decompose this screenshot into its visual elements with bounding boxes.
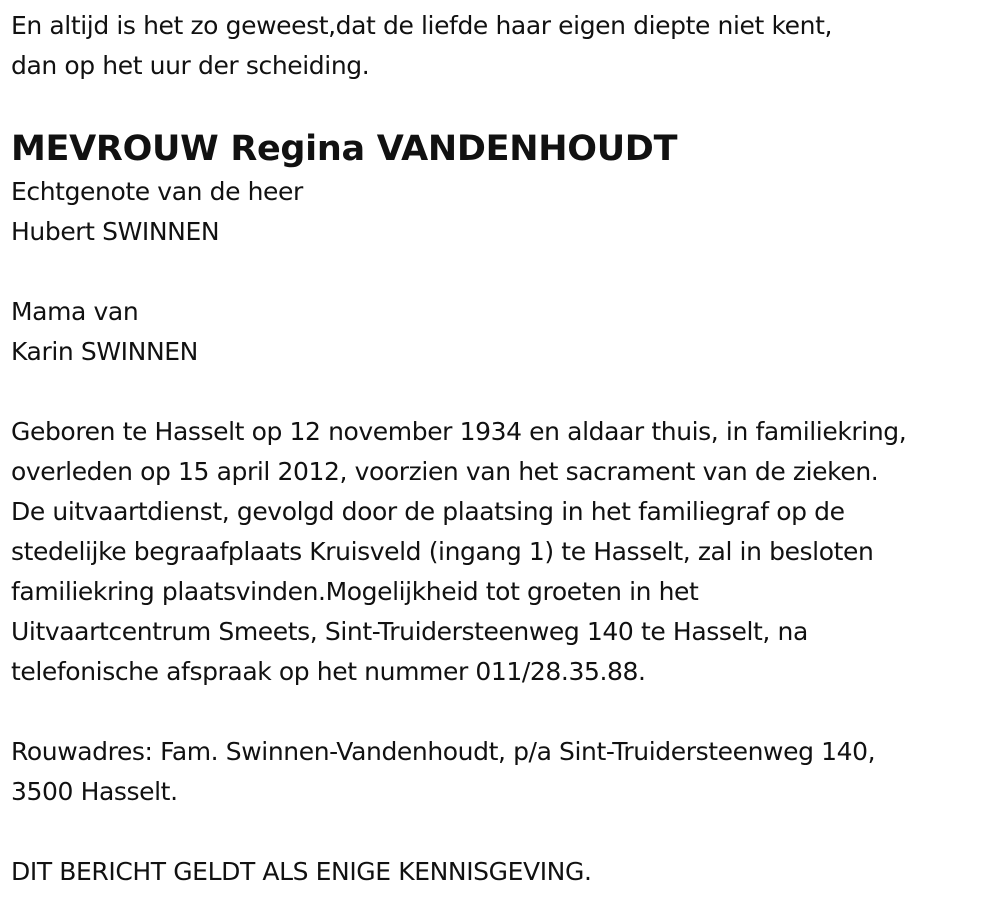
notice-text: DIT BERICHT GELDT ALS ENIGE KENNISGEVING.	[11, 857, 592, 886]
deceased-name: MEVROUW Regina VANDENHOUDT	[11, 129, 678, 169]
obituary-document	[11, 6, 996, 892]
address-block	[11, 732, 996, 812]
spacer	[11, 692, 996, 732]
details-line: Uitvaartcentrum Smeets, Sint-Truidersteenweg 140 te Hasselt, na	[11, 617, 808, 646]
spouse-block	[11, 172, 996, 252]
spacer	[11, 372, 996, 412]
details-line: De uitvaartdienst, gevolgd door de plaatsing in het familiegraf op de	[11, 497, 845, 526]
poem-block	[11, 6, 996, 86]
details-line: stedelijke begraafplaats Kruisveld (ingang 1) te Hasselt, zal in besloten	[11, 537, 874, 566]
poem-line: En altijd is het zo geweest,dat de liefde haar eigen diepte niet kent,	[11, 11, 833, 40]
children-label: Mama van	[11, 297, 139, 326]
child-name: Karin SWINNEN	[11, 337, 198, 366]
details-line: telefonische afspraak op het nummer 011/28.35.88.	[11, 657, 646, 686]
details-line: familiekring plaatsvinden.Mogelijkheid tot groeten in het	[11, 577, 699, 606]
details-line: overleden op 15 april 2012, voorzien van het sacrament van de zieken.	[11, 457, 879, 486]
details-line: Geboren te Hasselt op 12 november 1934 en aldaar thuis, in familiekring,	[11, 417, 907, 446]
details-block	[11, 412, 996, 692]
spouse-label: Echtgenote van de heer	[11, 177, 303, 206]
spouse-name: Hubert SWINNEN	[11, 217, 220, 246]
spacer	[11, 252, 996, 292]
spacer	[11, 812, 996, 852]
poem-line: dan op het uur der scheiding.	[11, 51, 370, 80]
children-block	[11, 292, 996, 372]
address-line: Rouwadres: Fam. Swinnen-Vandenhoudt, p/a Sint-Truidersteenweg 140,	[11, 737, 876, 766]
address-line: 3500 Hasselt.	[11, 777, 178, 806]
